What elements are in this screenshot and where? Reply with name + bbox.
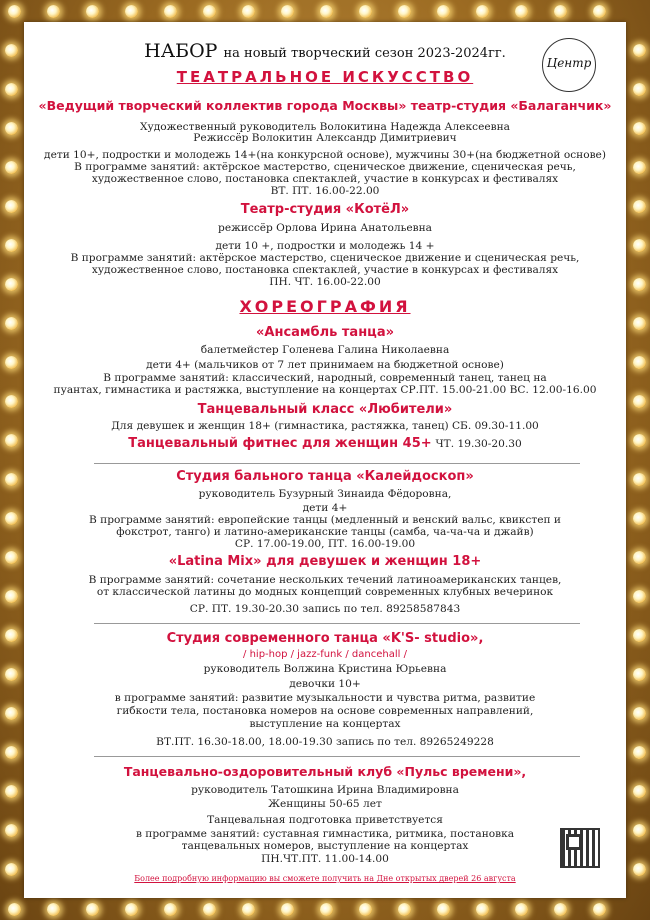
marquee-bulb bbox=[633, 746, 646, 759]
marquee-bulb bbox=[320, 903, 333, 916]
marquee-bulb bbox=[203, 5, 216, 18]
kaleidoscope-line: фокстрот, танго) и латино-американские танцы (самба, ча-ча-ча и джайв) bbox=[116, 526, 534, 538]
marquee-bulb bbox=[47, 5, 60, 18]
ks-studio-line: гибкости тела, постановка номеров на основе современных направлений, bbox=[116, 705, 534, 717]
marquee-bulb bbox=[359, 5, 372, 18]
kaleidoscope-schedule: СР. 17.00-19.00, ПТ. 16.00-19.00 bbox=[234, 538, 416, 550]
puls-line: в программе занятий: суставная гимнастика, ритмика, постановка bbox=[135, 828, 515, 840]
marquee-bulb bbox=[515, 5, 528, 18]
marquee-bulb bbox=[633, 44, 646, 57]
marquee-bulb bbox=[8, 903, 21, 916]
marquee-bulb bbox=[554, 903, 567, 916]
ensemble-line: В программе занятий: классический, народный, современный танец, танец на bbox=[103, 372, 547, 384]
balaganchik-line: художественное слово, постановка спектаклей, участие в конкурсах и фестивалях bbox=[91, 173, 559, 185]
ensemble-title: «Ансамбль танца» bbox=[256, 325, 394, 340]
marquee-bulb bbox=[633, 83, 646, 96]
marquee-bulb bbox=[633, 200, 646, 213]
marquee-bulb bbox=[5, 83, 18, 96]
latina-title: «Latina Mix» для девушек и женщин 18+ bbox=[168, 554, 482, 569]
marquee-bulb bbox=[5, 395, 18, 408]
marquee-bulb bbox=[476, 903, 489, 916]
kaleidoscope-title: Студия бального танца «Калейдоскоп» bbox=[176, 469, 474, 484]
marquee-bulb bbox=[203, 903, 216, 916]
kotel-line: режиссёр Орлова Ирина Анатольевна bbox=[218, 222, 432, 234]
kotel-line: дети 10 +, подростки и молодежь 14 + bbox=[215, 240, 435, 252]
divider bbox=[94, 756, 580, 757]
kotel-title: Театр-студия «КотёЛ» bbox=[240, 202, 410, 217]
marquee-bulb bbox=[633, 278, 646, 291]
marquee-bulb bbox=[5, 44, 18, 57]
marquee-bulb bbox=[633, 824, 646, 837]
marquee-bulb bbox=[5, 824, 18, 837]
marquee-bulb bbox=[476, 5, 489, 18]
marquee-bulb bbox=[398, 5, 411, 18]
puls-schedule: ПН.ЧТ.ПТ. 11.00-14.00 bbox=[261, 853, 389, 865]
marquee-bulb bbox=[633, 317, 646, 330]
qr-code bbox=[560, 828, 600, 868]
kaleidoscope-line: дети 4+ bbox=[302, 502, 348, 514]
marquee-bulb bbox=[633, 590, 646, 603]
puls-line: Танцевальная подготовка приветствуется bbox=[207, 814, 443, 826]
kotel-line: В программе занятий: актёрское мастерство, сценическое движение и сценическая речь, bbox=[70, 252, 580, 264]
balaganchik-line: Художественный руководитель Волокитина Надежда Алексеевна bbox=[139, 121, 510, 133]
marquee-bulb bbox=[281, 5, 294, 18]
puls-title: Танцевально-оздоровительный клуб «Пульс времени», bbox=[123, 764, 527, 779]
marquee-bulb bbox=[633, 512, 646, 525]
marquee-bulb bbox=[633, 785, 646, 798]
latina-line: В программе занятий: сочетание нескольких течений латиноамериканских танцев, bbox=[88, 574, 562, 586]
fitness-title: Танцевальный фитнес для женщин 45+ bbox=[128, 436, 432, 451]
marquee-bulb bbox=[593, 5, 606, 18]
marquee-bulb bbox=[593, 903, 606, 916]
lubiteli-title: Танцевальный класс «Любители» bbox=[197, 402, 453, 417]
balaganchik-line: дети 10+, подростки и молодежь 14+(на конкурсной основе), мужчины 30+(на бюджетной основе) bbox=[44, 149, 606, 161]
balaganchik-title: «Ведущий творческий коллектив города Москвы» театр-студия «Балаганчик» bbox=[38, 98, 612, 113]
section-theatre-heading: ТЕАТРАЛЬНОЕ ИСКУССТВО bbox=[176, 68, 474, 86]
marquee-bulb bbox=[5, 161, 18, 174]
ensemble-line: дети 4+ (мальчиков от 7 лет принимаем на бюджетной основе) bbox=[146, 359, 504, 371]
divider bbox=[94, 623, 580, 624]
marquee-bulb bbox=[5, 590, 18, 603]
marquee-bulb bbox=[633, 122, 646, 135]
fitness-time: ЧТ. 19.30-20.30 bbox=[435, 438, 522, 450]
marquee-bulb bbox=[633, 668, 646, 681]
marquee-bulb bbox=[125, 5, 138, 18]
marquee-bulb bbox=[633, 395, 646, 408]
marquee-bulb bbox=[633, 434, 646, 447]
marquee-bulb bbox=[5, 239, 18, 252]
footer-note: Более подробную информацию вы сможете получить на Дне открытых дверей 26 августа bbox=[134, 874, 516, 883]
marquee-bulb bbox=[242, 903, 255, 916]
marquee-bulb bbox=[5, 434, 18, 447]
marquee-bulb bbox=[5, 278, 18, 291]
poster-panel bbox=[24, 22, 626, 898]
marquee-bulb bbox=[633, 473, 646, 486]
logo: Центр bbox=[542, 38, 596, 92]
marquee-bulb bbox=[5, 356, 18, 369]
ks-studio-line: девочки 10+ bbox=[289, 678, 361, 690]
marquee-bulb bbox=[8, 5, 21, 18]
marquee-bulb bbox=[5, 122, 18, 135]
ks-studio-line: в программе занятий: развитие музыкальности и чувства ритма, развитие bbox=[114, 692, 536, 704]
balaganchik-line: В программе занятий: актёрское мастерство, сценическое движение, сценическая речь, bbox=[74, 161, 576, 173]
marquee-bulb bbox=[633, 161, 646, 174]
marquee-bulb bbox=[125, 903, 138, 916]
marquee-bulb bbox=[633, 707, 646, 720]
section-choreo-heading: ХОРЕОГРАФИЯ bbox=[239, 297, 411, 316]
marquee-bulb bbox=[437, 5, 450, 18]
ks-studio-line: выступление на концертах bbox=[249, 718, 401, 730]
marquee-bulb bbox=[5, 473, 18, 486]
puls-line: танцевальных номеров, выступление на концертах bbox=[181, 840, 469, 852]
marquee-bulb bbox=[5, 551, 18, 564]
marquee-bulb bbox=[554, 5, 567, 18]
marquee-bulb bbox=[5, 863, 18, 876]
marquee-bulb bbox=[47, 903, 60, 916]
marquee-bulb bbox=[281, 903, 294, 916]
balaganchik-schedule: ВТ. ПТ. 16.00-22.00 bbox=[270, 185, 380, 197]
marquee-bulb bbox=[5, 707, 18, 720]
marquee-bulb bbox=[515, 903, 528, 916]
marquee-bulb bbox=[633, 356, 646, 369]
latina-line: от классической латины до модных концепций современных клубных вечеринок bbox=[96, 586, 554, 598]
ks-studio-styles: / hip-hop / jazz-funk / dancehall / bbox=[243, 649, 407, 660]
ensemble-line: балетмейстер Голенева Галина Николаевна bbox=[200, 344, 450, 356]
marquee-bulb bbox=[5, 629, 18, 642]
marquee-bulb bbox=[164, 5, 177, 18]
marquee-bulb bbox=[437, 903, 450, 916]
latina-schedule: СР. ПТ. 19.30-20.30 запись по тел. 89258587843 bbox=[189, 603, 461, 615]
marquee-bulb bbox=[5, 512, 18, 525]
marquee-bulb bbox=[5, 785, 18, 798]
marquee-bulb bbox=[633, 629, 646, 642]
marquee-bulb bbox=[5, 668, 18, 681]
ks-studio-line: руководитель Волжина Кристина Юрьевна bbox=[203, 663, 447, 675]
puls-line: Женщины 50-65 лет bbox=[268, 798, 382, 810]
puls-line: руководитель Татошкина Ирина Владимировна bbox=[191, 784, 459, 796]
marquee-bulb bbox=[359, 903, 372, 916]
divider bbox=[94, 463, 580, 464]
kaleidoscope-line: В программе занятий: европейские танцы (медленный и венский вальс, квикстеп и bbox=[89, 514, 561, 526]
lubiteli-line: Для девушек и женщин 18+ (гимнастика, растяжка, танец) СБ. 09.30-11.00 bbox=[111, 420, 539, 432]
kotel-line: художественное слово, постановка спектаклей, участие в конкурсах и фестивалях bbox=[91, 264, 559, 276]
page-title: НАБОР на новый творческий сезон 2023-2024гг. bbox=[144, 40, 506, 62]
marquee-bulb bbox=[633, 863, 646, 876]
marquee-bulb bbox=[164, 903, 177, 916]
marquee-bulb bbox=[633, 239, 646, 252]
marquee-bulb bbox=[86, 5, 99, 18]
marquee-bulb bbox=[5, 200, 18, 213]
marquee-bulb bbox=[5, 746, 18, 759]
kotel-schedule: ПН. ЧТ. 16.00-22.00 bbox=[269, 276, 381, 288]
ks-studio-title: Студия современного танца «K'S- studio», bbox=[166, 631, 484, 646]
marquee-bulb bbox=[398, 903, 411, 916]
balaganchik-line: Режиссёр Волокитин Александр Димитриевич bbox=[193, 132, 457, 144]
marquee-bulb bbox=[320, 5, 333, 18]
marquee-bulb bbox=[633, 551, 646, 564]
marquee-bulb bbox=[242, 5, 255, 18]
kaleidoscope-line: руководитель Бузурный Зинаида Фёдоровна, bbox=[198, 488, 452, 500]
marquee-bulb bbox=[86, 903, 99, 916]
ks-studio-schedule: ВТ.ПТ. 16.30-18.00, 18.00-19.30 запись по тел. 89265249228 bbox=[156, 736, 494, 748]
marquee-bulb bbox=[5, 317, 18, 330]
fitness-row bbox=[24, 436, 626, 451]
ensemble-line: пуантах, гимнастика и растяжка, выступление на концертах СР.ПТ. 15.00-21.00 ВС. 12.00-16.00 bbox=[53, 384, 597, 396]
